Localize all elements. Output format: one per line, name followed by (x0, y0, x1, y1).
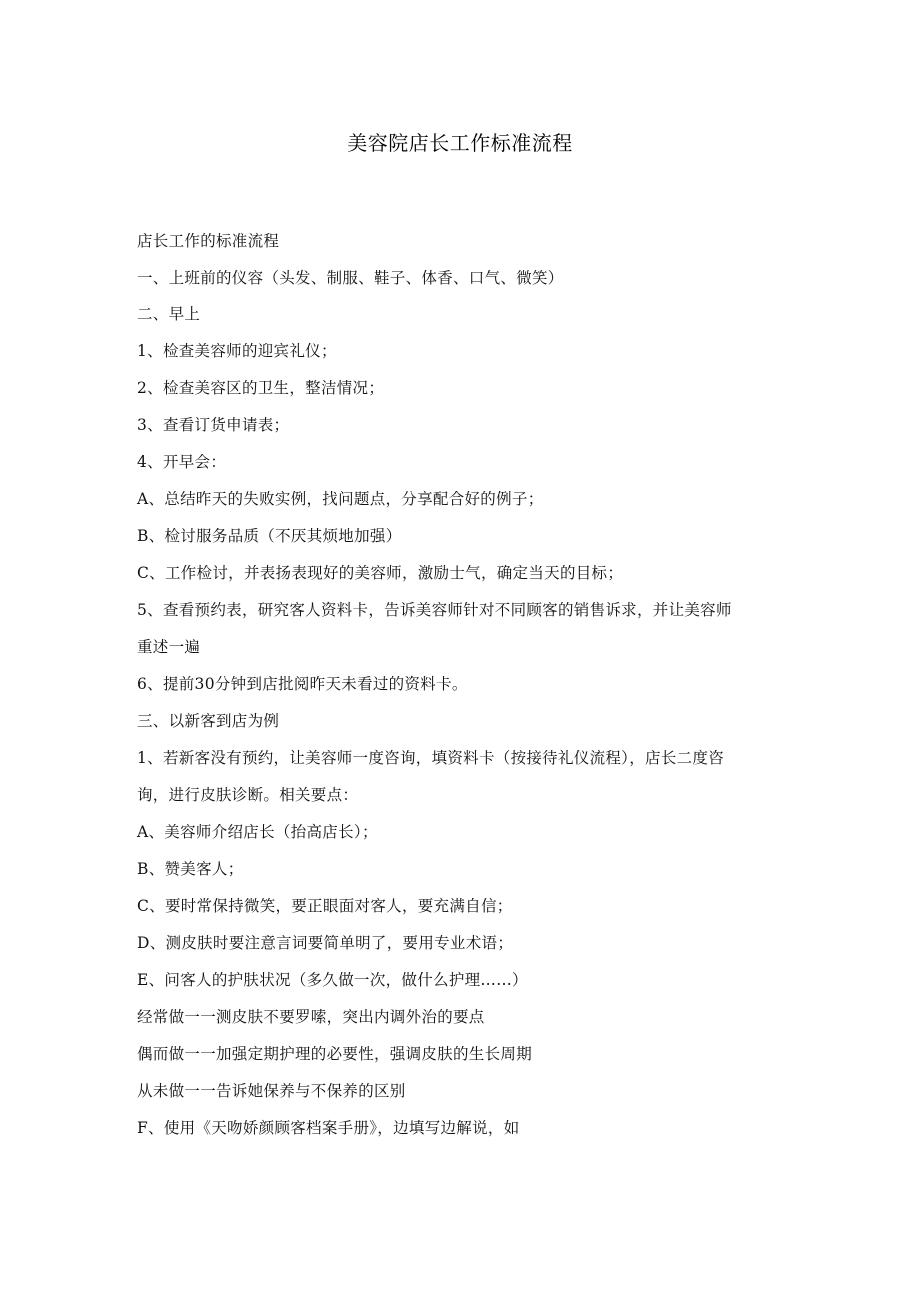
text-line: A、美容师介绍店长（抬高店长）； (137, 823, 378, 841)
text-line: C、工作检讨，并表扬表现好的美容师，激励士气，确定当天的目标； (137, 564, 624, 582)
text-line: 1、若新客没有预约，让美容师一度咨询，填资料卡（按接待礼仪流程），店长二度咨 (137, 749, 725, 767)
text-line: 询，进行皮肤诊断。相关要点： (137, 786, 359, 804)
text-line: 店长工作的标准流程 (137, 232, 280, 250)
text-line: 一、上班前的仪容（头发、制服、鞋子、体香、口气、微笑） (137, 269, 564, 287)
text-line: B、检讨服务品质（不厌其烦地加强） (137, 527, 402, 545)
text-line: 6、提前30分钟到店批阅昨天未看过的资料卡。 (137, 675, 468, 693)
text-line: 二、早上 (137, 305, 201, 323)
text-line: 偶而做一一加强定期护理的必要性，强调皮肤的生长周期 (137, 1045, 533, 1063)
text-line: 从未做一一告诉她保养与不保养的区别 (137, 1082, 406, 1100)
text-line: 5、查看预约表，研究客人资料卡，告诉美容师针对不同顾客的销售诉求，并让美容师 (137, 601, 732, 619)
text-line: 3、查看订货申请表； (137, 416, 290, 434)
text-line: 1、检查美容师的迎宾礼仪； (137, 342, 337, 360)
text-line: 经常做一一测皮肤不要罗嗦，突出内调外治的要点 (137, 1008, 485, 1026)
document-title: 美容院店长工作标准流程 (347, 131, 573, 155)
text-line: 三、以新客到店为例 (137, 712, 280, 730)
text-line: 2、检查美容区的卫生，整洁情况； (137, 379, 385, 397)
text-line: 4、开早会： (137, 453, 227, 471)
text-line: A、总结昨天的失败实例，找问题点，分享配合好的例子； (137, 490, 544, 508)
text-line: C、要时常保持微笑，要正眼面对客人，要充满自信； (137, 897, 513, 915)
text-line: B、赞美客人； (137, 860, 244, 878)
text-line: F、使用《天吻娇颜顾客档案手册》，边填写边解说，如 (137, 1119, 520, 1137)
text-line: 重述一遍 (137, 638, 201, 656)
text-line: E、问客人的护肤状况（多久做一次，做什么护理……） (137, 971, 528, 989)
text-line: D、测皮肤时要注意言词要简单明了，要用专业术语； (137, 934, 514, 952)
